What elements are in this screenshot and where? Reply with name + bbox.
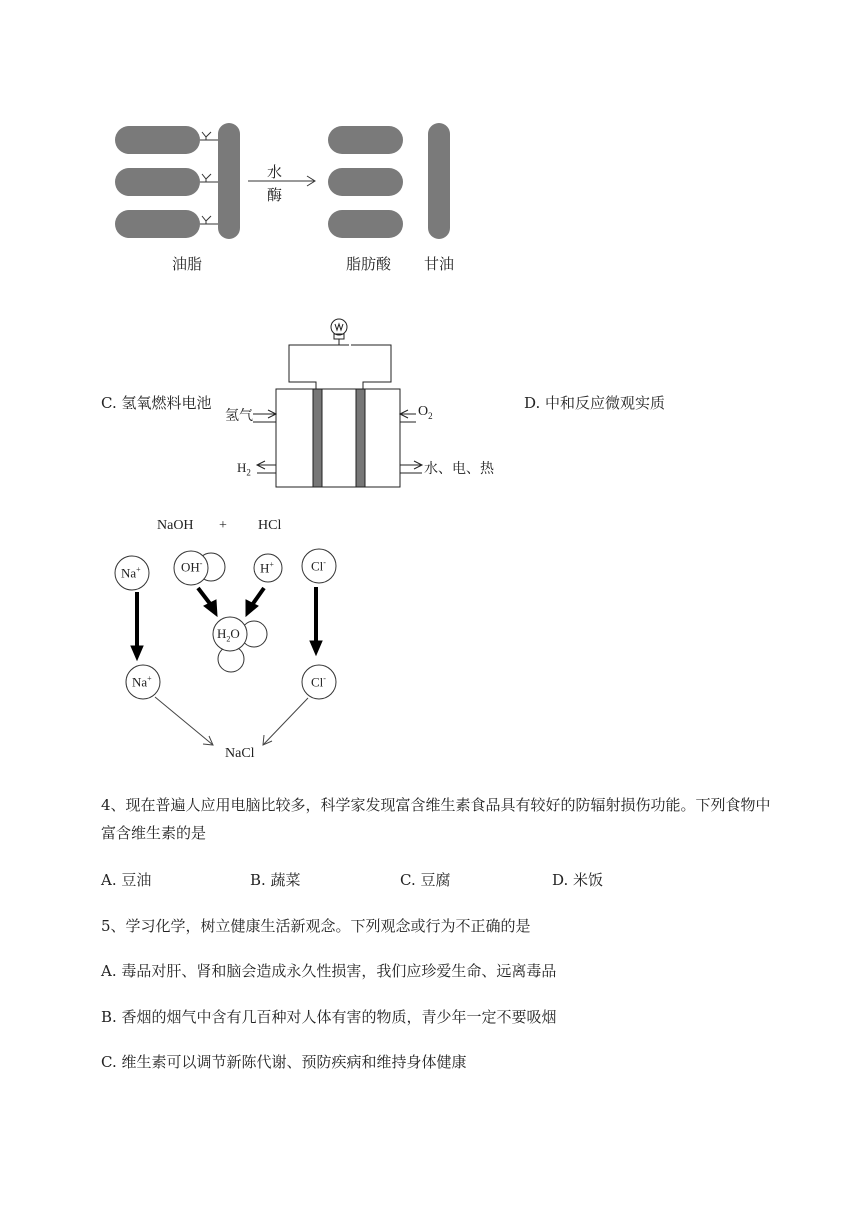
h-charge: + [269, 560, 274, 569]
reactant-naoh: NaOH [157, 518, 194, 533]
oh-symbol: OH [181, 559, 200, 575]
q5-option-c: C. 维生素可以调节新陈代谢、预防疾病和维持身体健康 [101, 1053, 467, 1071]
option-c-fuel-cell: C. 氢氧燃料电池 [101, 394, 212, 412]
oh-to-water-arrow [198, 588, 211, 605]
cl-to-nacl-line [263, 698, 308, 745]
na-symbol: Na [132, 674, 148, 690]
na-charge: + [136, 565, 141, 574]
cl-symbol: Cl [311, 558, 324, 574]
label-fatty-acid: 脂肪酸 [346, 255, 392, 273]
hydrogen-subscript: 2 [246, 467, 251, 478]
label-glycerol: 甘油 [424, 255, 455, 273]
arrow-condition-enzyme: 酶 [267, 186, 283, 204]
q4-option-d: D. 米饭 [552, 871, 604, 889]
oh-charge: - [199, 559, 203, 568]
water-o-symbol: O [230, 626, 240, 641]
cl-charge: - [323, 558, 326, 567]
water-subscript: 2 [226, 634, 231, 644]
na-ion-bottom-label [132, 674, 152, 690]
cl-symbol: Cl [311, 674, 324, 690]
h-to-water-arrow [252, 588, 264, 605]
q4-stem-line2: 富含维生素的是 [101, 824, 207, 842]
q5-stem: 5、学习化学，树立健康生活新观念。下列观念或行为不正确的是 [101, 917, 531, 935]
q4-option-a: A. 豆油 [101, 871, 152, 889]
output-products-label: 水、电、热 [424, 461, 494, 477]
product-nacl: NaCl [225, 746, 255, 761]
option-d-neutralization: D. 中和反应微观实质 [524, 394, 666, 412]
reactant-hcl: HCl [258, 518, 282, 533]
hydrogen-symbol: H [237, 460, 247, 475]
q4-stem-line1: 4、现在普遍人应用电脑比较多，科学家发现富含维生素食品具有较好的防辐射损伤功能。下列食物中 [101, 796, 771, 814]
h-symbol: H [260, 560, 270, 576]
na-charge: + [147, 674, 152, 683]
reaction-plus: + [219, 518, 227, 533]
h-ion-label [260, 560, 274, 576]
q5-option-a: A. 毒品对肝、肾和脑会造成永久性损害，我们应珍爱生命、远离毒品 [101, 962, 557, 980]
oh-ion-label [181, 559, 202, 575]
arrow-condition-water: 水 [267, 163, 283, 181]
na-to-nacl-line [155, 697, 213, 745]
q4-option-c: C. 豆腐 [400, 871, 451, 889]
water-h-symbol: H [217, 626, 227, 641]
oxygen-subscript: 2 [428, 410, 433, 421]
water-label [217, 626, 240, 644]
input-hydrogen-label: 氢气 [225, 408, 253, 424]
cl-ion-bottom-label [311, 674, 326, 690]
q4-option-b: B. 蔬菜 [250, 871, 301, 889]
cl-ion-top-label [311, 558, 326, 574]
cl-charge: - [323, 674, 326, 683]
na-ion-top-label [121, 565, 141, 581]
na-symbol: Na [121, 565, 137, 581]
label-fat: 油脂 [172, 255, 203, 273]
oxygen-symbol: O [418, 404, 429, 419]
q5-option-b: B. 香烟的烟气中含有几百种对人体有害的物质，青少年一定不要吸烟 [101, 1008, 557, 1026]
